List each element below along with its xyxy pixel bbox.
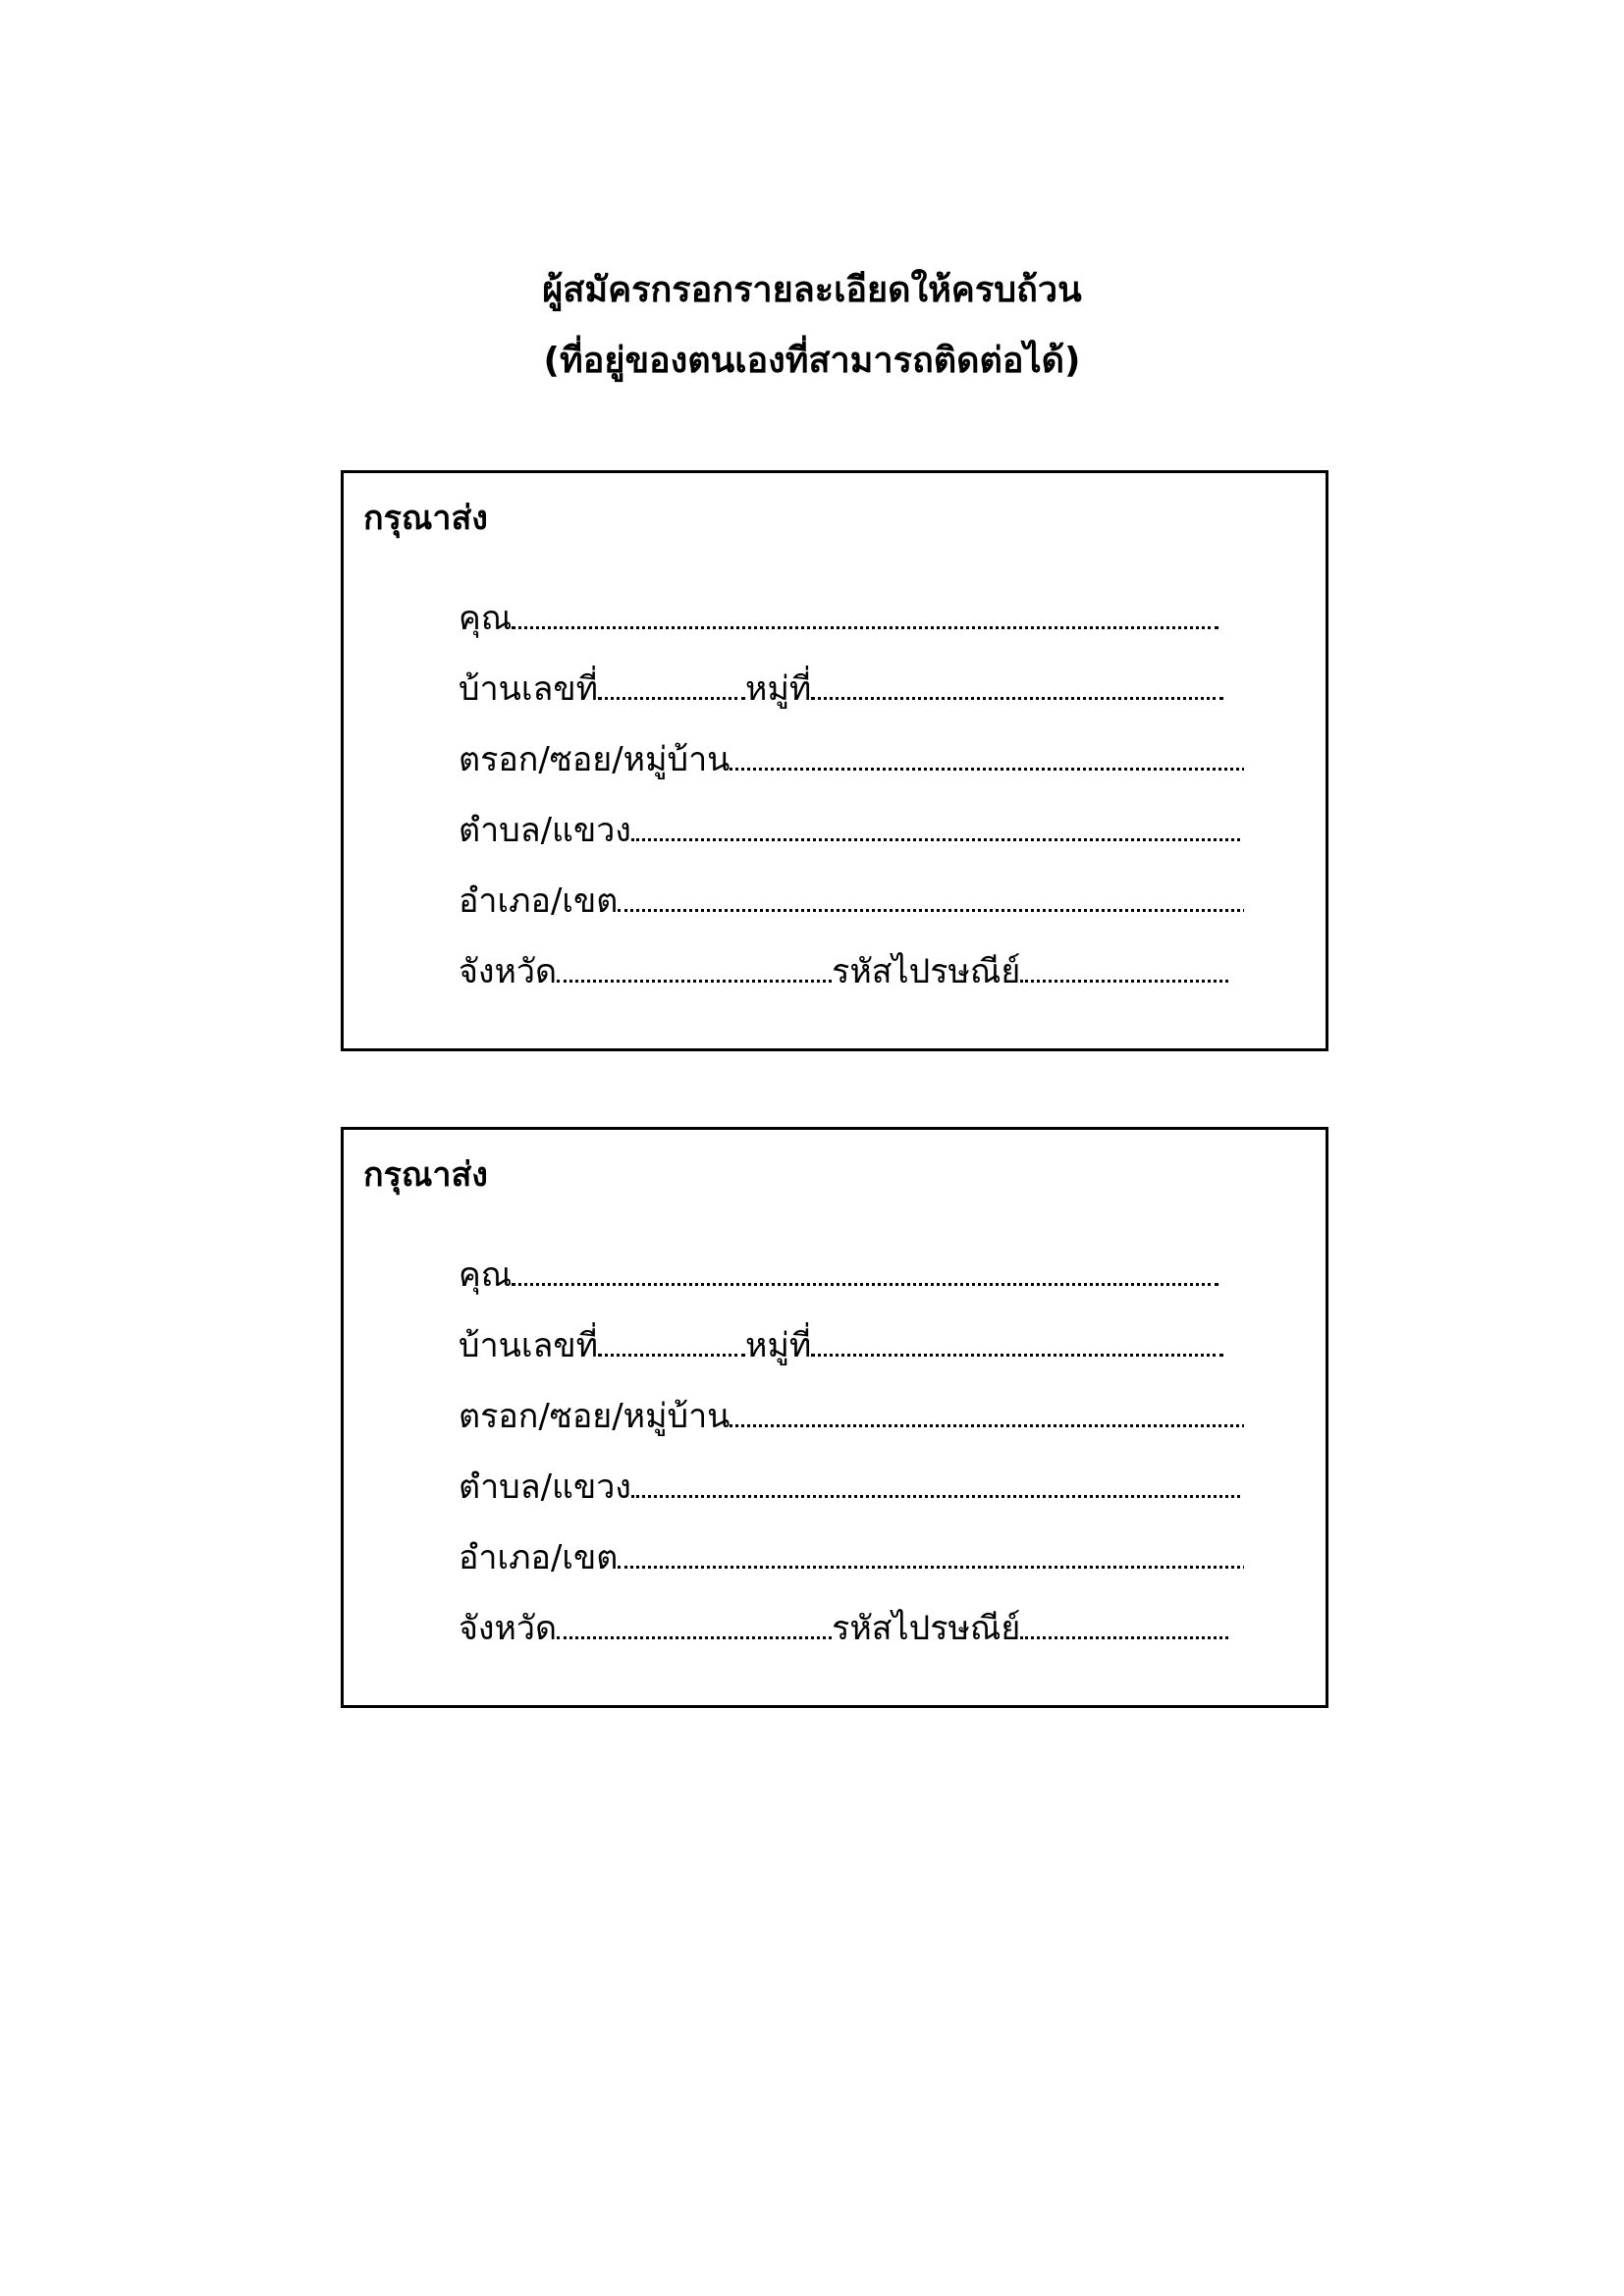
soi-label: ตรอก/ซอย/หมู่บ้าน <box>459 740 731 779</box>
instruction-subheading: (ที่อยู่ของตนเองที่สามารถติดต่อได้) <box>543 341 1081 381</box>
tambon-label: ตำบล/แขวง <box>459 1468 631 1507</box>
province-postcode-field <box>459 948 1244 995</box>
moo-blank[interactable] <box>811 694 1223 700</box>
province-label: จังหวัด <box>459 1609 558 1648</box>
postcode-label: รหัสไปรษณีย์ <box>832 1609 1021 1648</box>
name-field <box>459 595 1244 642</box>
house-number-label: บ้านเลขที่ <box>459 1326 599 1365</box>
postcode-blank[interactable] <box>1020 1633 1228 1639</box>
soi-field <box>459 1393 1244 1440</box>
box-title: กรุณาส่ง <box>363 499 488 538</box>
house-number-label: บ้านเลขที่ <box>459 669 599 709</box>
moo-blank[interactable] <box>811 1351 1223 1357</box>
tambon-blank[interactable] <box>631 835 1240 841</box>
province-blank[interactable] <box>557 977 832 983</box>
soi-blank[interactable] <box>730 765 1244 771</box>
address-label-box <box>341 1127 1328 1708</box>
box-title: กรุณาส่ง <box>363 1155 488 1195</box>
soi-field <box>459 736 1244 783</box>
tambon-label: ตำบล/แขวง <box>459 811 631 850</box>
postcode-blank[interactable] <box>1020 977 1228 983</box>
amphoe-field <box>459 1534 1244 1581</box>
instruction-heading: ผู้สมัครกรอกรายละเอียดให้ครบถ้วน <box>542 270 1082 310</box>
postcode-label: รหัสไปรษณีย์ <box>832 952 1021 991</box>
amphoe-blank[interactable] <box>618 1563 1244 1569</box>
soi-label: ตรอก/ซอย/หมู่บ้าน <box>459 1397 731 1436</box>
amphoe-field <box>459 878 1244 925</box>
province-postcode-field <box>459 1605 1244 1652</box>
house-moo-field <box>459 666 1244 713</box>
moo-label: หมู่ที่ <box>745 1326 812 1365</box>
amphoe-label: อำเภอ/เขต <box>459 1538 619 1577</box>
province-label: จังหวัด <box>459 952 558 991</box>
house-moo-field <box>459 1322 1244 1369</box>
moo-label: หมู่ที่ <box>745 669 812 709</box>
name-blank[interactable] <box>512 1280 1218 1286</box>
tambon-field <box>459 1464 1244 1511</box>
name-blank[interactable] <box>512 623 1218 629</box>
amphoe-label: อำเภอ/เขต <box>459 881 619 921</box>
soi-blank[interactable] <box>730 1421 1244 1427</box>
name-label: คุณ <box>459 1255 513 1295</box>
amphoe-blank[interactable] <box>618 906 1244 912</box>
name-field <box>459 1252 1244 1299</box>
house-number-blank[interactable] <box>598 1351 745 1357</box>
house-number-blank[interactable] <box>598 694 745 700</box>
tambon-field <box>459 807 1244 854</box>
tambon-blank[interactable] <box>631 1492 1240 1498</box>
address-label-box <box>341 470 1328 1051</box>
province-blank[interactable] <box>557 1633 832 1639</box>
name-label: คุณ <box>459 599 513 638</box>
